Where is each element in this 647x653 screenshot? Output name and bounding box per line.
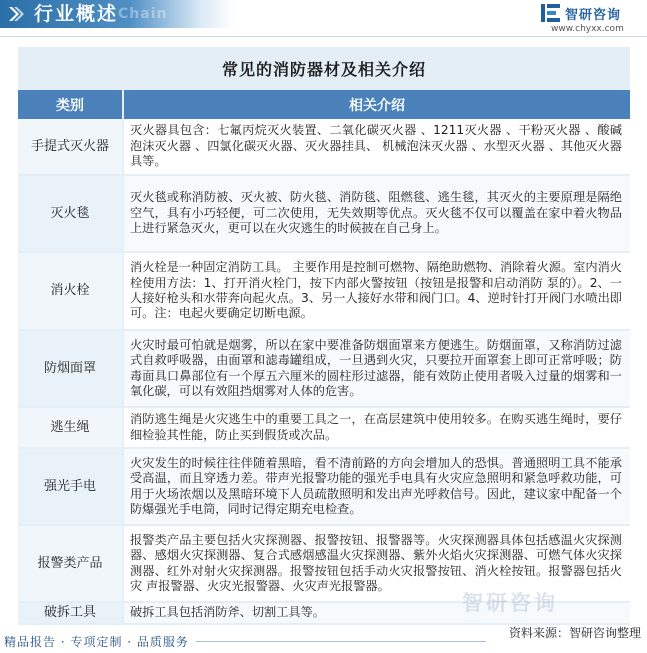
table-row [18,448,630,525]
footer-slogan: 精品报告 · 专项定制 · 品质服务 [4,635,189,649]
double-chevron-icon [8,6,24,22]
table-row [18,407,630,448]
category-cell: 灭火毯 [18,175,123,252]
category-cell: 破拆工具 [18,602,123,624]
table-header-row [18,90,630,119]
brand-name: 智研咨询 [565,8,622,23]
header-divider [0,36,647,37]
watermark: 智研咨询 [462,591,558,615]
content-panel [18,47,630,621]
column-header-description: 相关介绍 [123,90,630,119]
description-cell: 火灾发生的时候往往伴随着黑暗，看不清前路的方向会增加人的恐惧。普通照明工具不能承受高温，而且穿透力差。带声光报警功能的强光手电具有火灾应急照明和紧急呼救功能，可用于火场浓烟以及黑暗环境下人员疏散照明和发出声光呼救信号。因此，建议家中配备一个防爆强光手电筒，同时记得定期充电检查。 [123,448,630,525]
description-cell: 报警类产品主要包括火灾探测器、报警按钮、报警器等。火灾探测器具体包括感温火灾探测器、感烟火灾探测器、复合式感烟感温火灾探测器、紫外火焰火灾探测器、可燃气体火灾探测器、红外对射火灾探测器。报警按钮包括手动火灾报警按钮、消火栓按钮。报警器包括火灾 声报警器、火灾光报警器、火灾声光报警器。 [123,525,630,602]
footer-source: 资料来源：智研咨询整理 [508,626,641,640]
description-cell: 灭火毯或称消防被、灭火被、防火毯、消防毯、阻燃毯、逃生毯，其灭火的主要原理是隔绝空气，具有小巧轻便，可二次使用，无失效期等优点。灭火毯不仅可以覆盖在家中着火物品上进行紧急灭火，更可以在火灾逃生的时候披在自己身上。 [123,175,630,252]
section-title-banner [0,0,235,28]
brand-logo-block [541,3,641,35]
category-cell: 强光手电 [18,448,123,525]
brand-logo-icon [541,4,561,22]
column-header-category: 类别 [18,90,123,119]
footer-divider [196,641,486,642]
description-cell: 火灾时最可怕就是烟雾，所以在家中要准备防烟面罩来方便逃生。防烟面罩，又称消防过滤式自救呼吸器，由面罩和滤毒罐组成，一旦遇到火灾，只要拉开面罩套上即可正常呼吸；防毒面具口鼻部位有一个厚五六厘米的圆柱形过滤器，能有效防止使用者吸入过量的烟雾和一氧化碳，可以有效阻挡烟雾对人体的危害。 [123,330,630,407]
equipment-table [18,90,630,625]
section-title: 行业概述 [34,3,119,25]
brand-url: www.chyxx.com [551,24,624,34]
table-row [18,252,630,330]
description-cell: 消防逃生绳是火灾逃生中的重要工具之一，在高层建筑中使用较多。在购买逃生绳时，要仔细检验其性能，防止买到假货或次品。 [123,407,630,448]
category-cell: 防烟面罩 [18,330,123,407]
description-cell: 破拆工具包括消防斧、切割工具等。 [123,602,630,624]
category-cell: 逃生绳 [18,407,123,448]
section-title-en: Chain [118,6,168,22]
description-cell: 灭火器具包含：七氟丙烷灭火装置、二氧化碳灭火器 、1211灭火器 、干粉灭火器 、酸碱泡沫灭火器 、四氯化碳灭火器、灭火器挂具、 机械泡沫灭火器 、水型灭火器 、其他灭火器具等。 [123,119,630,175]
category-cell: 手提式灭火器 [18,119,123,175]
table-row [18,175,630,252]
category-cell: 报警类产品 [18,525,123,602]
table-title: 常见的消防器材及相关介绍 [221,60,426,79]
description-cell: 消火栓是一种固定消防工具。 主要作用是控制可燃物、隔绝助燃物、消除着火源。室内消火栓使用方法：1、打开消火栓门，按下内部火警按钮（按钮是报警和启动消防 泵的）。2、一人接好枪头和水带奔向起火点。3、另一人接好水带和阀门口。4、逆时针打开阀门水喷出即可。注：电起火要确定切断电源。 [123,252,630,330]
table-row [18,330,630,407]
category-cell: 消火栓 [18,252,123,330]
header-bar [0,0,647,38]
table-row [18,119,630,175]
